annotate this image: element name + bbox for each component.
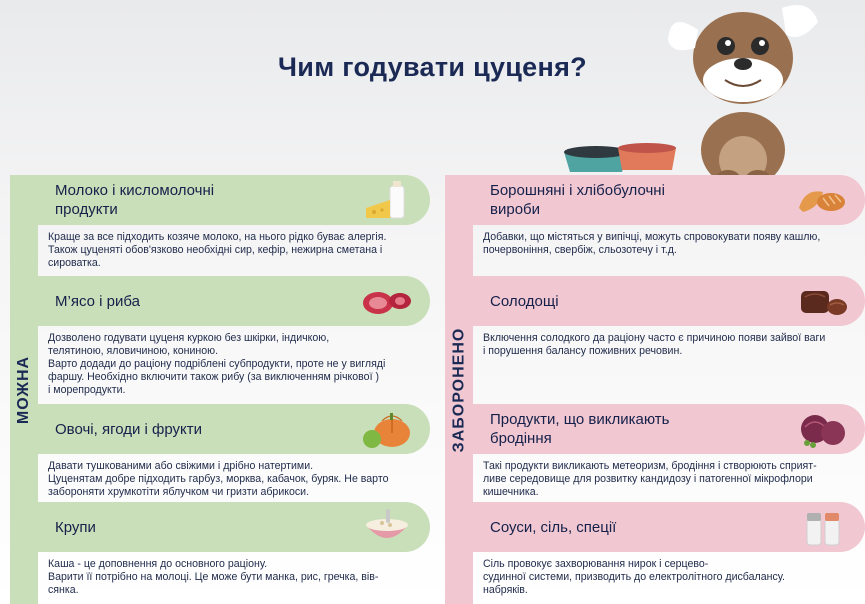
forbidden-label (445, 175, 473, 604)
milk-cheese-icon (360, 178, 414, 222)
section-title: М’ясо і риба (55, 292, 140, 310)
section-title: Солодощі (490, 292, 559, 310)
allowed-label-text: МОЖНА (15, 355, 33, 424)
section-sweets (473, 276, 865, 358)
page-title: Чим годувати цуценя? (278, 52, 587, 82)
dog-illustration (560, 0, 865, 190)
chocolate-icon (795, 279, 849, 323)
section-text: Добавки, що містяться у випічці, можуть спровокувати появу кашлю, почервоніння, свербіж, сльозотечу і т.д. (483, 231, 821, 256)
section-text: Краще за все підходить козяче молоко, на нього рідко буває алергія. Також цуценяті обов'язково необхідні сир, кефір, нежирна сметана і сироватка. (48, 231, 387, 269)
salt-shaker-icon (795, 505, 849, 549)
forbidden-label-text: ЗАБОРОНЕНО (450, 327, 467, 452)
bowls-icon (564, 143, 676, 172)
section-sauces (473, 502, 865, 597)
section-header (38, 404, 430, 454)
section-header (473, 404, 865, 454)
section-title: Овочі, ягоди і фрукти (55, 420, 203, 438)
section-text: Сіль провокує захворювання нирок і серцево- судинної системи, призводить до електролітного дисбалансу. набряків. (483, 558, 785, 596)
section-header (473, 276, 865, 326)
cabbage-icon (795, 407, 849, 451)
section-text: Давати тушкованими або свіжими і дрібно натертими. Цуценятам добре підходить гарбуз, морква, кабачок, буряк. Не варто забороняти хрумкотіти яблучком чи гризти абрикоси. (48, 460, 389, 498)
vegetables-icon (360, 407, 414, 451)
section-header (473, 502, 865, 552)
section-title: Продукти, що викликають бродіння (490, 411, 670, 447)
meat-icon (360, 279, 414, 323)
section-dairy (38, 175, 430, 270)
section-header (38, 502, 430, 552)
section-meat (38, 276, 430, 397)
section-bakery (473, 175, 865, 257)
section-text: Включення солодкого да раціону часто є причиною появи зайвої ваги і порушення балансу поживних речовин. (483, 332, 826, 357)
bread-icon (795, 178, 849, 222)
section-header (473, 175, 865, 225)
allowed-label (10, 175, 38, 604)
section-text: Такі продукти викликають метеоризм, бродіння і створюють сприят- ливе середовище для розвитку кандидозу і патогенної мікрофлори кишечника. (483, 460, 817, 498)
section-cereals (38, 502, 430, 597)
section-text: Каша - це доповнення до основного раціону. Варити її потрібно на молоці. Це може бути манка, рис, гречка, вів- сянка. (48, 558, 379, 596)
forbidden-column (445, 175, 865, 604)
section-fermentation (473, 404, 865, 499)
section-title: Борошняні і хлібобулочні вироби (490, 182, 665, 218)
section-title: Соуси, сіль, спеції (490, 518, 617, 536)
porridge-bowl-icon (360, 505, 414, 549)
section-header (38, 175, 430, 225)
allowed-column (10, 175, 430, 604)
section-header (38, 276, 430, 326)
section-text: Дозволено годувати цуценя куркою без шкірки, індичкою, телятиною, яловичиною, кониною. Варто додади до раціону подріблені субпродукти, проте не у вигляді фаршу. Необхідно включити також рибу (за виключенням річкової ) і морепродукти. (48, 332, 386, 396)
section-title: Молоко і кисломолочні продукти (55, 182, 215, 218)
section-title: Крупи (55, 518, 96, 536)
section-vegetables (38, 404, 430, 499)
